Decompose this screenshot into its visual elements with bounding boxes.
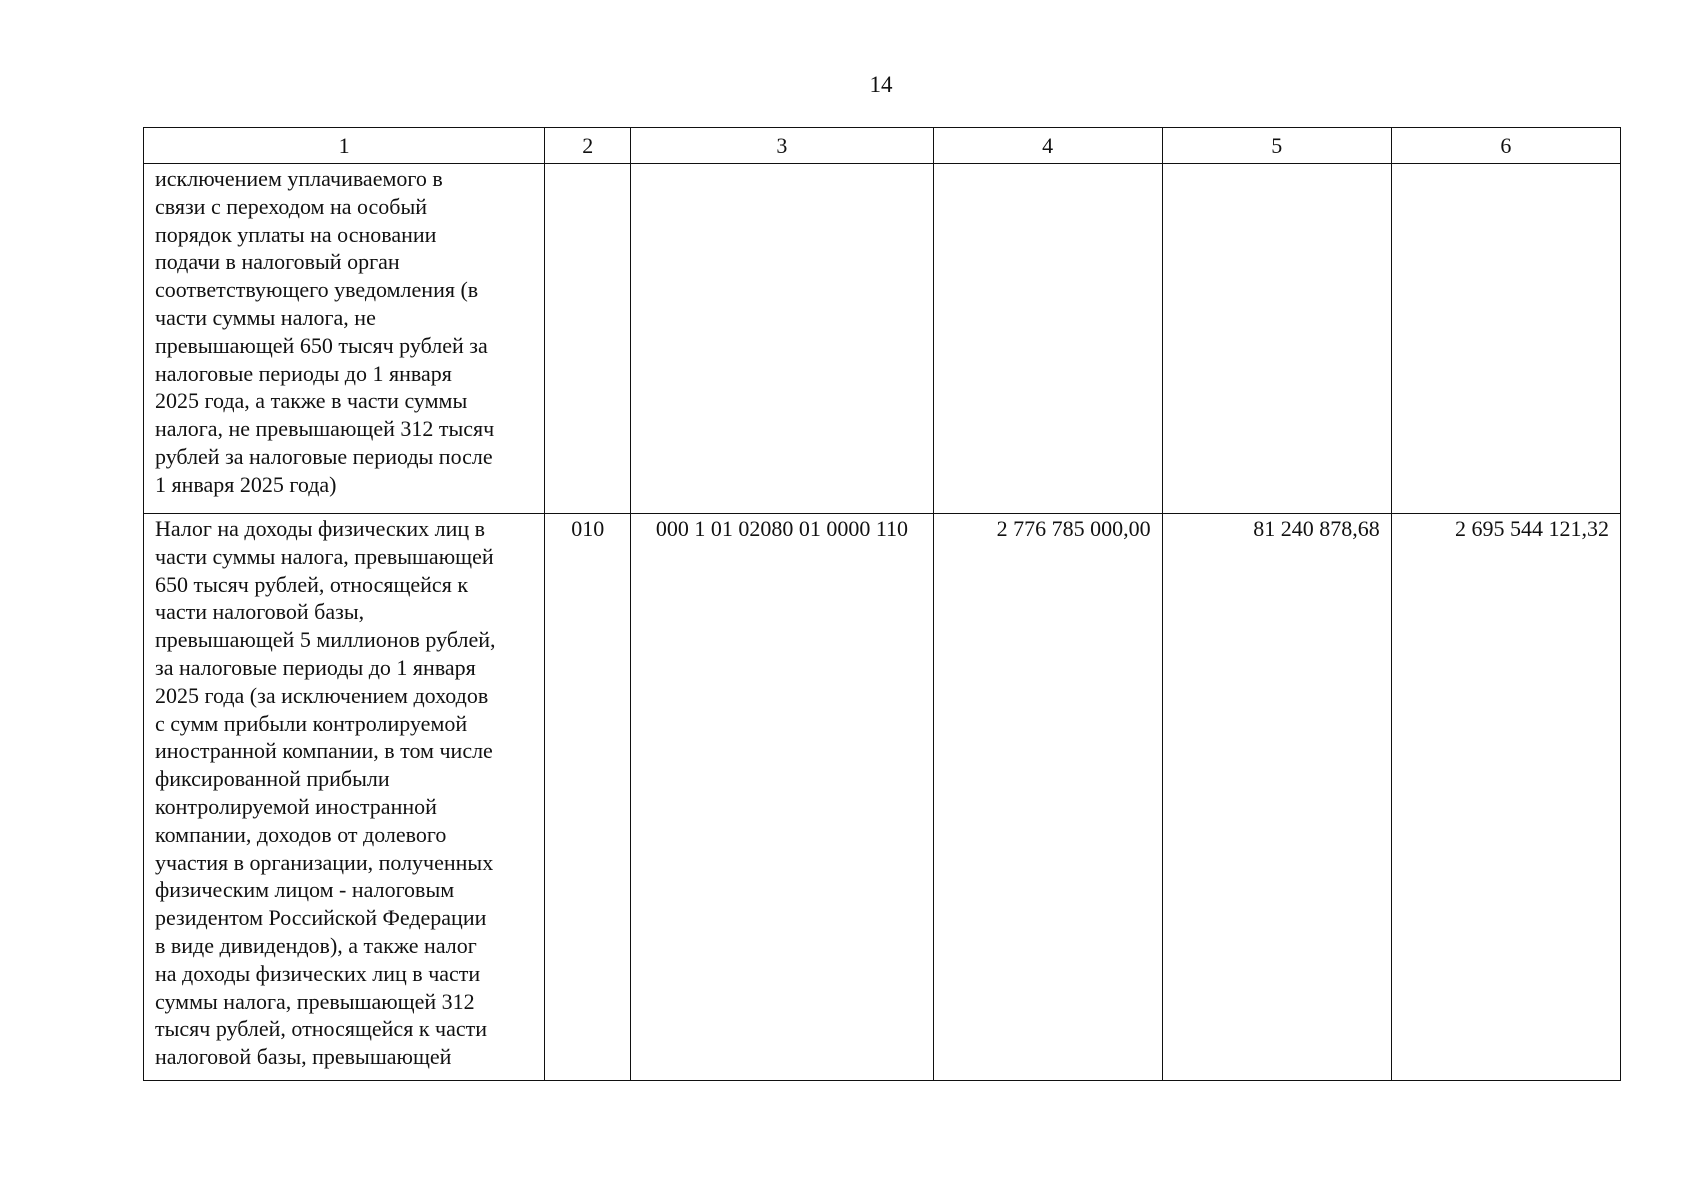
line-code-cell [545, 164, 631, 514]
executed-amount-cell [1162, 164, 1391, 514]
page-number: 14 [869, 72, 893, 97]
column-number-5: 5 [1162, 128, 1391, 164]
line-code-cell: 010 [545, 514, 631, 1081]
column-number-1: 1 [144, 128, 545, 164]
executed-amount-cell: 81 240 878,68 [1162, 514, 1391, 1081]
column-number-2: 2 [545, 128, 631, 164]
income-name-cell: исключением уплачиваемого в связи с переходом на особый порядок уплаты на основании подачи в налоговый орган соответствующего уведомления (в части суммы налога, не превышающей 650 тысяч рублей за налоговые периоды до 1 января 2025 года, а также в части суммы налога, не превышающей 312 тысяч рублей за налоговые периоды после 1 января 2025 года) [144, 164, 545, 514]
budget-table [143, 127, 1621, 1081]
column-number-4: 4 [933, 128, 1162, 164]
unexecuted-amount-cell: 2 695 544 121,32 [1391, 514, 1620, 1081]
table-row [144, 514, 1621, 1081]
kbk-code-cell: 000 1 01 02080 01 0000 110 [631, 514, 933, 1081]
kbk-code-cell [631, 164, 933, 514]
unexecuted-amount-cell [1391, 164, 1620, 514]
table-header-row [144, 128, 1621, 164]
approved-amount-cell: 2 776 785 000,00 [933, 514, 1162, 1081]
column-number-3: 3 [631, 128, 933, 164]
column-number-6: 6 [1391, 128, 1620, 164]
income-name-cell: Налог на доходы физических лиц в части суммы налога, превышающей 650 тысяч рублей, относящейся к части налоговой базы, превышающей 5 миллионов рублей, за налоговые периоды до 1 января 2025 года (за исключением доходов с сумм прибыли контролируемой иностранной компании, в том числе фиксированной прибыли контролируемой иностранной компании, доходов от долевого участия в организации, полученных физическим лицом - налоговым резидентом Российской Федерации в виде дивидендов), а также налог на доходы физических лиц в части суммы налога, превышающей 312 тысяч рублей, относящейся к части налоговой базы, превышающей [144, 514, 545, 1081]
approved-amount-cell [933, 164, 1162, 514]
table-row [144, 164, 1621, 514]
